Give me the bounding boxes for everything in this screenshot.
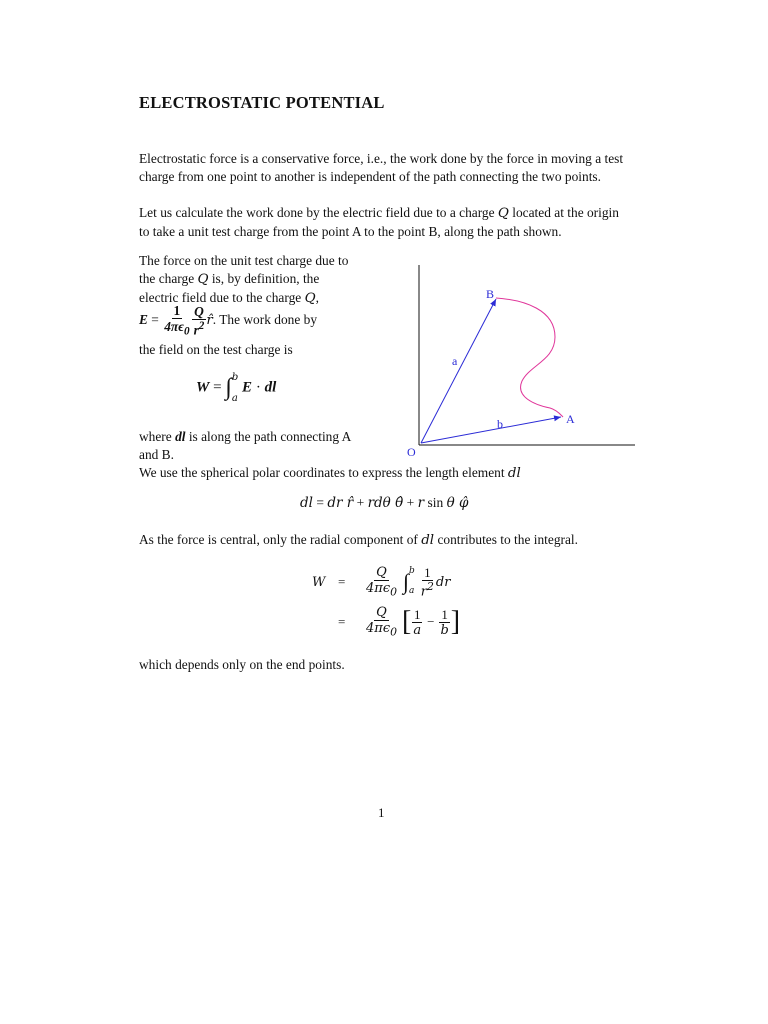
paragraph-conclusion: which depends only on the end points. bbox=[139, 657, 345, 672]
curved-path bbox=[496, 298, 563, 417]
label-A: A bbox=[566, 412, 575, 426]
work-result-equation: W = $\frac{Q}{4\pi\epsilon_0}$ ∫ b a $\frac{1}{r^2}$ dr = $\frac{Q}{4\pi\epsilon_0}$ [ $\frac{1}{a}$ − $\frac{1}{b}$ ] bbox=[312, 564, 461, 639]
vector-a bbox=[421, 299, 496, 443]
label-b: b bbox=[497, 417, 503, 431]
length-element-equation: dl = dr r̂ + rdθ θ̂ + r sin θ φ̂ bbox=[300, 495, 469, 511]
paragraph-work-setup: Let us calculate the work done by the electric field due to a charge Q located at the origin to take a unit test charge from the point A to the point B, along the path shown. bbox=[139, 205, 619, 240]
page-number: 1 bbox=[378, 805, 385, 820]
paragraph-spherical-coordinates: We use the spherical polar coordinates to express the length element dl bbox=[139, 465, 521, 481]
paragraph-force-definition: The force on the unit test charge due to the charge Q is, by definition, the electric field due to the charge Q, bbox=[139, 253, 349, 307]
field-equation-inline: E = $\frac{1}{4\pi\epsilon_0}$ $\frac{Q}{r^2}$ r̂. The work done by bbox=[139, 303, 318, 339]
path-diagram bbox=[395, 255, 645, 470]
work-integral-equation: W = ∫ b a E · dl bbox=[196, 372, 277, 404]
label-O: O bbox=[407, 445, 416, 459]
charge-symbol: Q bbox=[497, 206, 509, 221]
label-a: a bbox=[452, 354, 458, 368]
page-title: ELECTROSTATIC POTENTIAL bbox=[139, 93, 385, 112]
paragraph-path-element: where dl is along the path connecting A and B. bbox=[139, 429, 351, 463]
vector-b bbox=[421, 417, 561, 443]
paragraph-field-work: the field on the test charge is bbox=[139, 342, 293, 357]
paragraph-radial-component: As the force is central, only the radial component of dl contributes to the integral. bbox=[139, 532, 579, 548]
paragraph-conservative-force: Electrostatic force is a conservative force, i.e., the work done by the force in moving a test charge from one point to another is independent of the path connecting the two points. bbox=[139, 151, 624, 185]
label-B: B bbox=[486, 287, 495, 301]
